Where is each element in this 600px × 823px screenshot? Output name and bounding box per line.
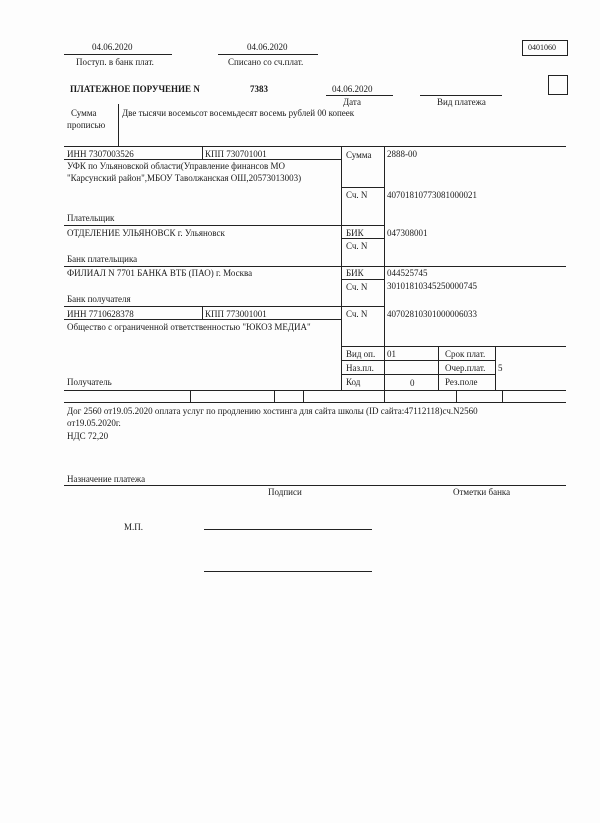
- signatures-label: Подписи: [268, 487, 302, 497]
- payer-name-line1: УФК по Ульяновской области(Управление финансов МО: [67, 161, 285, 171]
- divider: [384, 390, 385, 402]
- divider: [502, 390, 503, 402]
- debited-date: 04.06.2020: [247, 42, 288, 52]
- payer-bik: 047308001: [387, 228, 428, 238]
- payee-bank-name: ФИЛИАЛ N 7701 БАНКА ВТБ (ПАО) г. Москва: [67, 268, 253, 278]
- divider: [202, 306, 203, 319]
- signature-line-1: [204, 529, 372, 530]
- divider: [341, 374, 495, 375]
- payee-acc: 40702810301000006033: [387, 309, 477, 319]
- divider: [341, 279, 384, 280]
- naz-label: Наз.пл.: [346, 363, 374, 373]
- purpose-label: Назначение платежа: [67, 474, 146, 484]
- divider: [190, 390, 191, 402]
- date-label: Дата: [343, 97, 361, 107]
- payee-inn: ИНН 7710628378: [67, 309, 134, 319]
- order-number: 7383: [250, 84, 268, 94]
- purpose-line1: Дог 2560 от19.05.2020 оплата услуг по продлению хостинга для сайта школы (ID сайта:47112118)сч.N2560: [67, 406, 478, 416]
- payee-kpp: КПП 773001001: [205, 309, 267, 319]
- stamp-label: М.П.: [124, 522, 144, 532]
- divider: [64, 146, 566, 147]
- divider: [341, 187, 384, 188]
- amount-words-value: Две тысячи восемьсот восемьдесят восемь рублей 00 копеек: [122, 108, 355, 118]
- page-title: ПЛАТЕЖНОЕ ПОРУЧЕНИЕ N: [70, 84, 200, 94]
- divider: [64, 225, 384, 226]
- order-date: 04.06.2020: [332, 84, 373, 94]
- payee-bank-acc: 30101810345250000745: [387, 281, 477, 291]
- divider: [118, 104, 119, 146]
- payee-name: Общество с ограниченной ответственностью "ЮКОЗ МЕДИА": [67, 322, 311, 332]
- payment-type-label: Вид платежа: [437, 97, 486, 107]
- form-code: 0401060: [528, 43, 556, 52]
- divider: [303, 390, 304, 402]
- divider: [218, 54, 318, 55]
- payer-bank-name: ОТДЕЛЕНИЕ УЛЬЯНОВСК г. Ульяновск: [67, 228, 225, 238]
- payer-bank-label: Банк плательщика: [67, 254, 138, 264]
- divider: [274, 390, 275, 402]
- divider: [64, 306, 384, 307]
- payee-bik: 044525745: [387, 268, 428, 278]
- payer-bank-acc-label: Сч. N: [346, 241, 368, 251]
- payer-account-value: 40701810773081000021: [387, 190, 477, 200]
- divider: [64, 266, 566, 267]
- payee-bik-label: БИК: [346, 268, 364, 278]
- payer-bik-label: БИК: [346, 228, 364, 238]
- ocher-label: Очер.плат.: [445, 363, 486, 373]
- divider: [64, 159, 341, 160]
- payer-name-line2: "Карсунский район",МБОУ Таволжанская ОШ,20573013003): [67, 173, 302, 183]
- amount-words-label-2: прописью: [67, 120, 106, 130]
- vid-op-label: Вид оп.: [346, 349, 376, 359]
- debited-label: Списано со сч.плат.: [228, 57, 304, 67]
- divider: [341, 346, 566, 347]
- checkbox-box: [548, 75, 568, 95]
- ocher-value: 5: [498, 363, 503, 373]
- rez-label: Рез.поле: [445, 377, 478, 387]
- divider: [384, 146, 385, 390]
- received-label: Поступ. в банк плат.: [76, 57, 154, 67]
- purpose-line3: НДС 72,20: [67, 431, 109, 441]
- payer-kpp: КПП 730701001: [205, 149, 267, 159]
- divider: [64, 485, 566, 486]
- divider: [64, 402, 566, 403]
- received-date: 04.06.2020: [92, 42, 133, 52]
- divider: [438, 346, 439, 390]
- divider: [202, 146, 203, 159]
- srok-label: Срок плат.: [445, 349, 486, 359]
- divider: [341, 146, 342, 390]
- payer-label: Плательщик: [67, 213, 115, 223]
- sum-value: 2888-00: [387, 149, 417, 159]
- payee-bank-label: Банк получателя: [67, 294, 131, 304]
- signature-line-2: [204, 571, 372, 572]
- divider: [326, 95, 393, 96]
- divider: [64, 319, 341, 320]
- divider: [64, 390, 566, 391]
- divider: [341, 238, 384, 239]
- divider: [64, 54, 172, 55]
- divider: [456, 390, 457, 402]
- divider: [420, 95, 502, 96]
- payer-inn: ИНН 7307003526: [67, 149, 134, 159]
- bank-marks-label: Отметки банка: [453, 487, 511, 497]
- purpose-line2: от19.05.2020г.: [67, 418, 121, 428]
- payee-acc-label: Сч. N: [346, 309, 368, 319]
- payee-label: Получатель: [67, 377, 112, 387]
- kod-value: 0: [410, 378, 415, 388]
- sum-label: Сумма: [346, 150, 372, 160]
- divider: [495, 346, 496, 390]
- vid-op-value: 01: [387, 349, 396, 359]
- payee-bank-acc-label: Сч. N: [346, 282, 368, 292]
- divider: [341, 360, 495, 361]
- amount-words-label: Сумма: [71, 108, 97, 118]
- kod-label: Код: [346, 377, 361, 387]
- payer-account-label: Сч. N: [346, 190, 368, 200]
